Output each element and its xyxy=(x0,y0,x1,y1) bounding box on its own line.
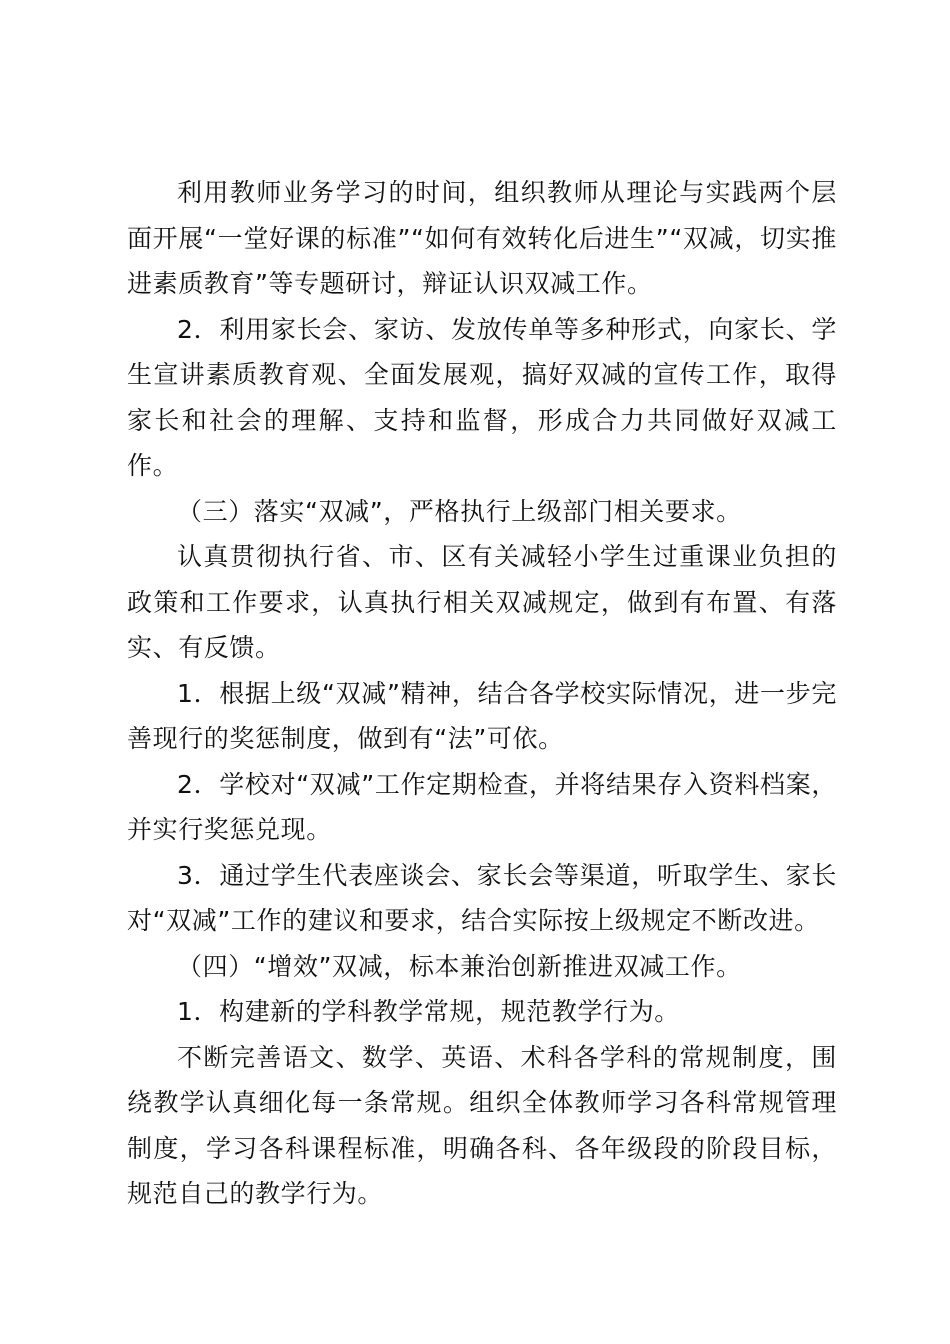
paragraph-parent-outreach: 2．利用家长会、家访、发放传单等多种形式，向家长、学生宣讲素质教育观、全面发展观，搞好双减的宣传工作，取得家长和社会的理解、支持和监督，形成合力共同做好双减工作。 xyxy=(127,314,837,480)
paragraph-teaching-norms: 1．构建新的学科教学常规，规范教学行为。 xyxy=(177,997,680,1026)
section-heading-4: （四）“增效”双减，标本兼治创新推进双减工作。 xyxy=(177,951,742,981)
paragraph-teacher-study: 利用教师业务学习的时间，组织教师从理论与实践两个层面开展“一堂好课的标准”“如何有效转化后进生”“双减，切实推进素质教育”等专题研讨，辩证认识双减工作。 xyxy=(127,178,837,298)
paragraph-periodic-check: 2．学校对“双减”工作定期检查，并将结果存入资料档案，并实行奖惩兑现。 xyxy=(127,769,837,844)
paragraph-reward-system: 1．根据上级“双减”精神，结合各学校实际情况，进一步完善现行的奖惩制度，做到有“法”可依。 xyxy=(127,678,837,753)
document-body xyxy=(127,170,837,1217)
section-heading-3: （三）落实“双减”，严格执行上级部门相关要求。 xyxy=(177,496,742,526)
paragraph-feedback-channels: 3．通过学生代表座谈会、家长会等渠道，听取学生、家长对“双减”工作的建议和要求，结合实际按上级规定不断改进。 xyxy=(127,860,837,935)
paragraph-subject-standards: 不断完善语文、数学、英语、术科各学科的常规制度，围绕教学认真细化每一条常规。组织全体教师学习各科常规管理制度，学习各科课程标准，明确各科、各年级段的阶段目标，规范自己的教学行为。 xyxy=(127,1042,837,1208)
paragraph-policy-implementation: 认真贯彻执行省、市、区有关减轻小学生过重课业负担的政策和工作要求，认真执行相关双减规定，做到有布置、有落实、有反馈。 xyxy=(127,542,837,662)
